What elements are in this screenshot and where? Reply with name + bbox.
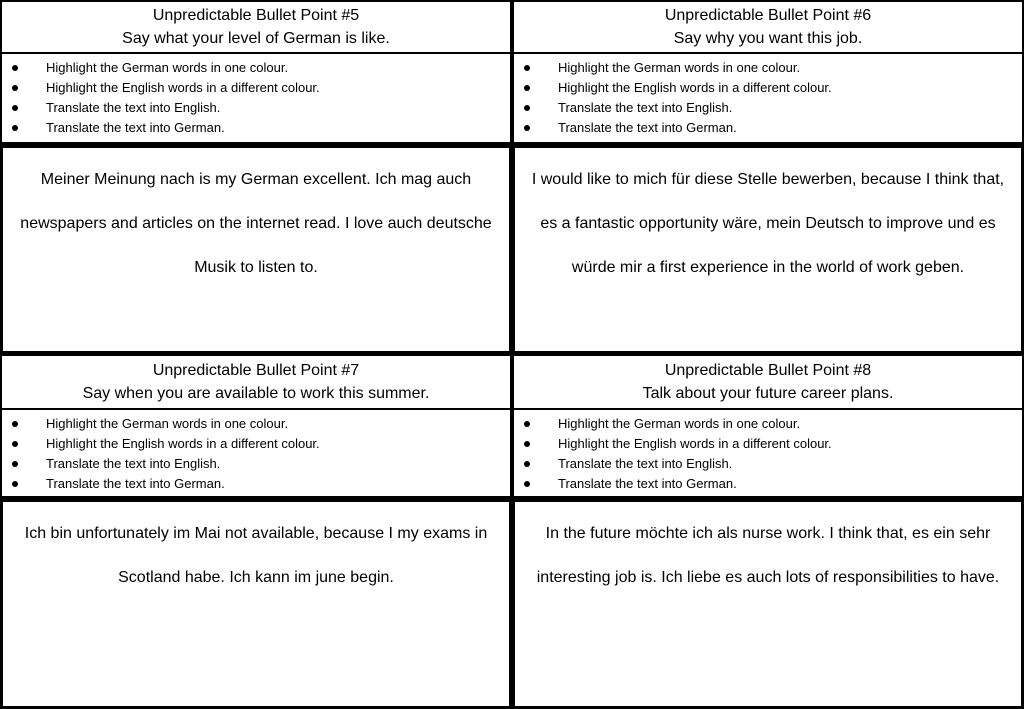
card-title: Unpredictable Bullet Point #7 bbox=[152, 362, 360, 379]
task-text: Highlight the English words in a different colour. bbox=[558, 436, 832, 451]
list-item bbox=[2, 118, 510, 138]
card-subtitle: Talk about your future career plans. bbox=[642, 385, 894, 402]
task-text: Highlight the German words in one colour. bbox=[46, 416, 289, 431]
card-bullet-point-5 bbox=[0, 0, 512, 354]
task-list bbox=[0, 54, 512, 144]
card-subtitle: Say why you want this job. bbox=[673, 30, 863, 47]
bullet-icon bbox=[524, 125, 530, 131]
mixed-language-text: In the future möchte ich als nurse work. I think that, es ein sehr interesting job is. Ich liebe es auch lots of responsibilities to have. bbox=[512, 498, 1024, 709]
card-bullet-point-7 bbox=[0, 354, 512, 709]
bullet-icon bbox=[12, 125, 18, 131]
bullet-icon bbox=[524, 85, 530, 91]
card-bullet-point-8 bbox=[512, 354, 1024, 709]
card-title: Unpredictable Bullet Point #5 bbox=[152, 7, 360, 24]
bullet-icon bbox=[524, 421, 530, 427]
list-item bbox=[2, 454, 510, 474]
card-header bbox=[512, 0, 1024, 54]
bullet-icon bbox=[12, 65, 18, 71]
card-title: Unpredictable Bullet Point #6 bbox=[664, 7, 872, 24]
task-text: Highlight the German words in one colour. bbox=[558, 416, 801, 431]
mixed-language-text: Ich bin unfortunately im Mai not available, because I my exams in Scotland habe. Ich kann im june begin. bbox=[0, 498, 512, 709]
task-text: Translate the text into English. bbox=[46, 456, 221, 471]
list-item bbox=[514, 454, 1022, 474]
mixed-language-text: Meiner Meinung nach is my German excellent. Ich mag auch newspapers and articles on the internet read. I love auch deutsche Musik to listen to. bbox=[0, 144, 512, 354]
bullet-icon bbox=[12, 481, 18, 487]
list-item bbox=[2, 78, 510, 98]
list-item bbox=[514, 78, 1022, 98]
bullet-icon bbox=[524, 441, 530, 447]
list-item bbox=[2, 474, 510, 494]
bullet-icon bbox=[12, 85, 18, 91]
task-list bbox=[512, 54, 1024, 144]
list-item bbox=[2, 414, 510, 434]
task-text: Highlight the German words in one colour. bbox=[558, 60, 801, 75]
bullet-icon bbox=[524, 481, 530, 487]
task-text: Highlight the English words in a different colour. bbox=[46, 80, 320, 95]
task-text: Highlight the English words in a different colour. bbox=[558, 80, 832, 95]
list-item bbox=[514, 98, 1022, 118]
task-text: Translate the text into English. bbox=[46, 100, 221, 115]
list-item bbox=[2, 58, 510, 78]
list-item bbox=[514, 414, 1022, 434]
list-item bbox=[514, 474, 1022, 494]
card-header bbox=[512, 354, 1024, 410]
task-list bbox=[0, 410, 512, 498]
bullet-icon bbox=[524, 65, 530, 71]
list-item bbox=[514, 118, 1022, 138]
task-text: Translate the text into English. bbox=[558, 456, 733, 471]
list-item bbox=[2, 98, 510, 118]
mixed-language-text: I would like to mich für diese Stelle bewerben, because I think that, es a fantastic opportunity wäre, mein Deutsch to improve und es würde mir a first experience in the world of work geben. bbox=[512, 144, 1024, 354]
task-text: Highlight the English words in a different colour. bbox=[46, 436, 320, 451]
list-item bbox=[514, 58, 1022, 78]
bullet-icon bbox=[12, 441, 18, 447]
card-header bbox=[0, 0, 512, 54]
bullet-icon bbox=[524, 461, 530, 467]
card-subtitle: Say when you are available to work this summer. bbox=[82, 385, 430, 402]
task-text: Translate the text into German. bbox=[558, 120, 737, 135]
bullet-icon bbox=[12, 461, 18, 467]
card-bullet-point-6 bbox=[512, 0, 1024, 354]
task-list bbox=[512, 410, 1024, 498]
task-text: Translate the text into English. bbox=[558, 100, 733, 115]
list-item bbox=[2, 434, 510, 454]
card-title: Unpredictable Bullet Point #8 bbox=[664, 362, 872, 379]
task-text: Highlight the German words in one colour. bbox=[46, 60, 289, 75]
list-item bbox=[514, 434, 1022, 454]
task-text: Translate the text into German. bbox=[46, 476, 225, 491]
bullet-icon bbox=[12, 105, 18, 111]
task-text: Translate the text into German. bbox=[46, 120, 225, 135]
card-subtitle: Say what your level of German is like. bbox=[122, 30, 390, 47]
card-header bbox=[0, 354, 512, 410]
task-text: Translate the text into German. bbox=[558, 476, 737, 491]
bullet-icon bbox=[12, 421, 18, 427]
bullet-icon bbox=[524, 105, 530, 111]
